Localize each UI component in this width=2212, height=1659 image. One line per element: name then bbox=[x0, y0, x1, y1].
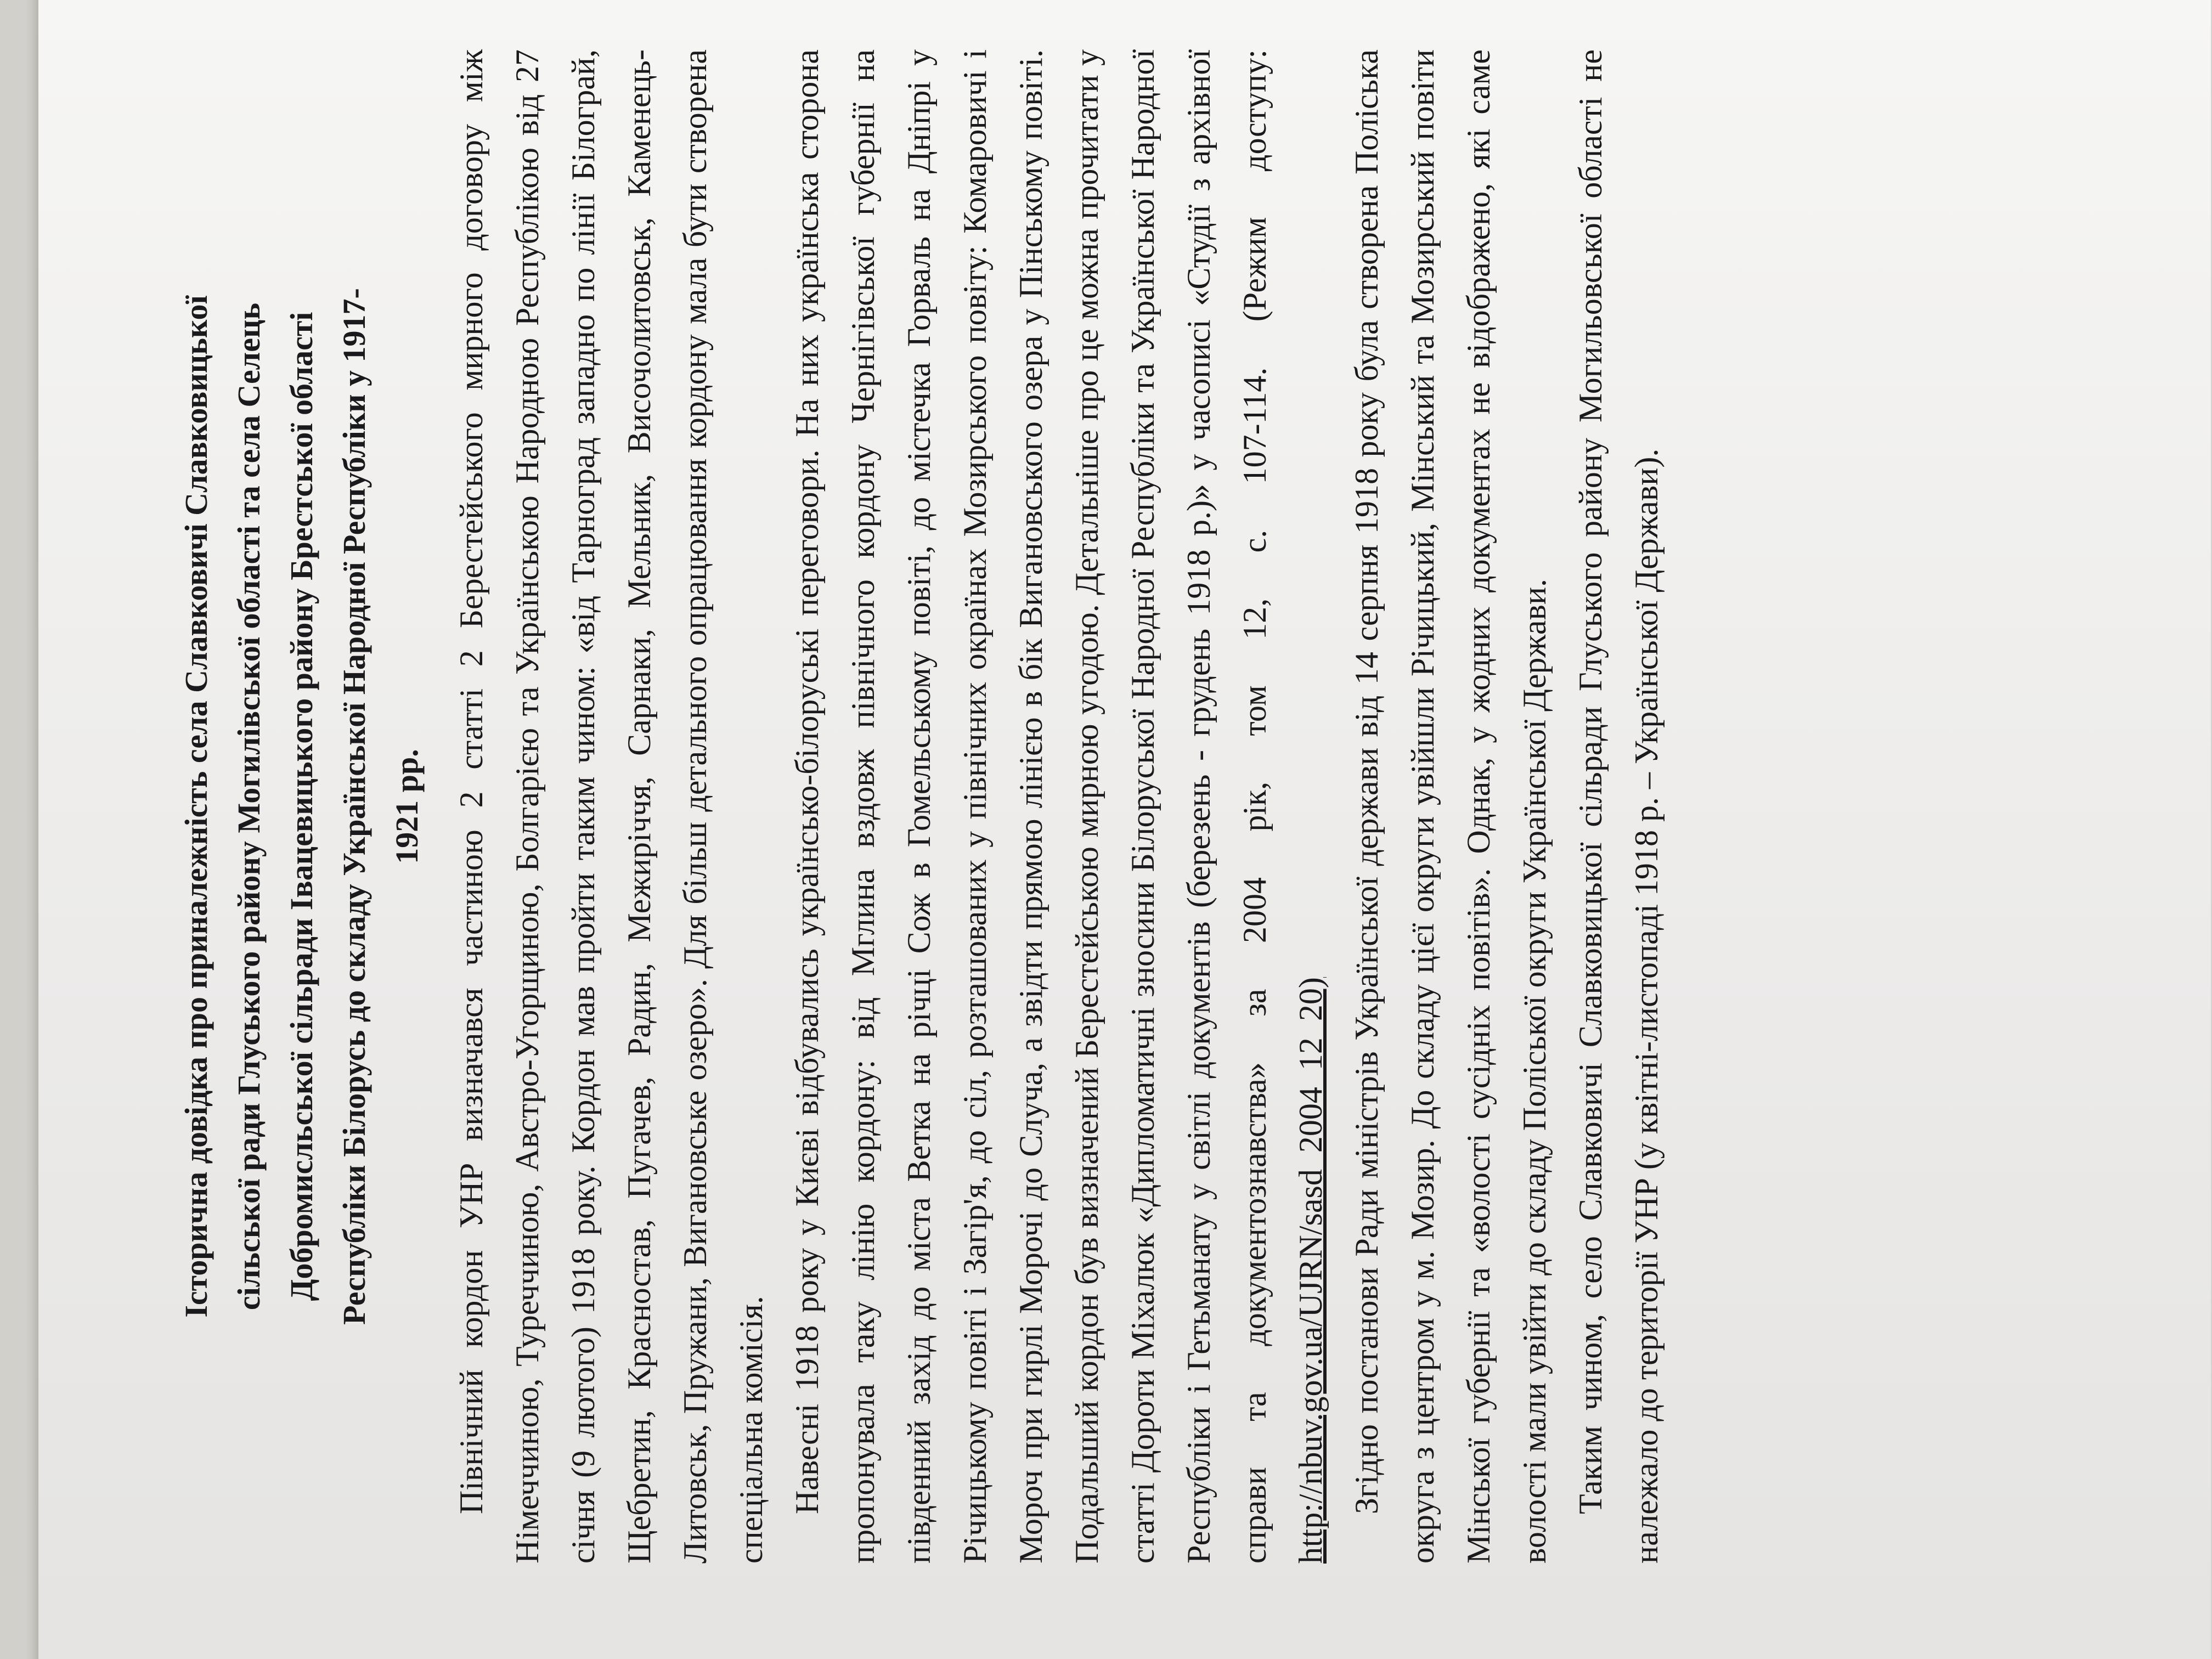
paragraph-polesia-district bbox=[1339, 49, 1562, 1564]
paper-sheet bbox=[38, 0, 2211, 1659]
source-link[interactable]: http://nbuv.gov.ua/UJRN/sasd_2004_12_20) bbox=[1293, 977, 1329, 1564]
title-line: Історична довідка про приналежність села Славковичі Славковицької bbox=[178, 295, 214, 1318]
paragraph-text: Таким чином, село Славковичі Славковицької сільради Глуського району Могильовської області не належало до території УНР (у квітні-листопаді 1918 р. – Української Держави). bbox=[1572, 49, 1664, 1564]
paragraph-text: Північний кордон УНР визначався частиною 2 статті 2 Берестейського мирного договору між Німеччиною, Туреччиною, Австро-Угорщиною, Болгарією та Українською Народною Республікою від 27 січня (9 лютого) 1918 року. Кордон мав пройти таким чином: «від Тарноград западно по лінії Білограй, Щебретин, Красностав, Пугачев, Радин, Межиріччя, Сарнаки, Мельник, Височолитовськ, Каменець-Литовськ, Пружани, Вигановське озеро». Для більш детального опрацювання кордону мала бути створена спеціальна комісія. bbox=[453, 49, 769, 1564]
paragraph-text: Згідно постанови Ради міністрів Української держави від 14 серпня 1918 року була створена Поліська округа з центром у м. Мозир. До складу цієї округи увійшли Річицький, Мінський та Мозирський повіти Мінської губернії та «волості сусідніх повітів». Однак, у жодних документах не відображено, які саме волості мали увійти до складу Поліської округи Української Держави. bbox=[1348, 49, 1553, 1564]
title-line: Добромисльської сільради Івацевицького району Брестської області bbox=[284, 312, 319, 1301]
document-body bbox=[77, 5, 2211, 1629]
paragraph-conclusion bbox=[1562, 49, 1674, 1564]
paragraph-negotiations bbox=[779, 49, 1339, 1564]
title-line: Республіки Білорусь до складу Української Народної Республіки у 1917- bbox=[336, 288, 372, 1325]
document-title bbox=[170, 49, 433, 1564]
title-line: сільської ради Глуського району Могилівської області та села Селець bbox=[231, 302, 267, 1311]
title-line: 1921 рр. bbox=[389, 749, 425, 864]
paragraph-border-treaty bbox=[443, 49, 779, 1564]
paragraph-text: Навесні 1918 року у Києві відбувались українсько-білоруські переговори. На них українська сторона пропонувала таку лінію кордону: від Мглина вздовж північного кордону Чернігівської губернії на південний захід до міста Ветка на річці Сож в Гомельському повіті, до містечка Горваль на Дніпрі у Річицькому повіті і Загір'я, до сіл, розташованих у північних окраїнах Мозирського повіту: Комаровичі і Мороч при гирлі Морочі до Случа, а звідти прямою лінією в бік Вигановського озера у Пінському повіті. Подальший кордон був визначений Берестейською мирною угодою. Детальніше про це можна прочитати у статті Дороти Міхалюк «Дипломатичні зносини Білоруської Народної Республіки та Української Народної Республіки і Гетьманату у світлі документів (березень - грудень 1918 р.)» у часописі «Студії з архівної справи та документознавства» за 2004 рік, том 12, с. 107-114. (Режим доступу: bbox=[789, 49, 1273, 1564]
